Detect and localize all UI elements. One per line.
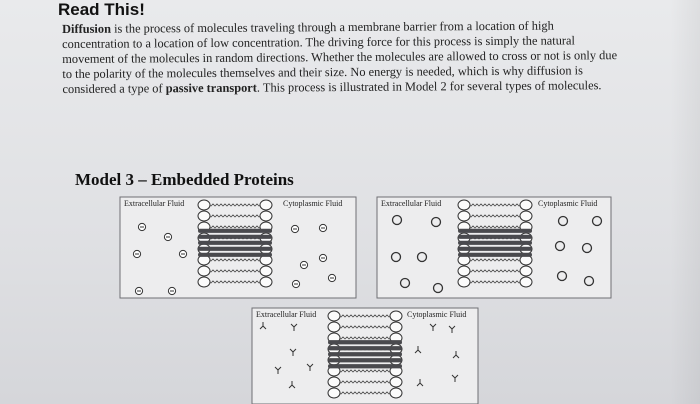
membrane-3-phosphate-head: [390, 322, 402, 332]
membrane-1-protein-band: [198, 241, 272, 245]
membrane-2-protein-band: [458, 253, 532, 257]
membrane-1-protein-band: [198, 235, 272, 239]
membrane-3-phosphate-head: [328, 377, 340, 387]
membrane-2-protein-band: [458, 247, 532, 251]
panel-2: [377, 197, 611, 298]
membrane-2-phosphate-head: [520, 266, 532, 276]
membrane-3-phosphate-head: [328, 388, 340, 398]
page-shadow: [670, 0, 700, 404]
membrane-3-protein-band: [328, 364, 402, 368]
membrane-1-phosphate-head: [198, 266, 210, 276]
panel-2-extracellular-label: Extracellular Fluid: [381, 199, 442, 208]
membrane-2-phosphate-head: [458, 211, 470, 221]
membrane-1-phosphate-head: [198, 211, 210, 221]
read-this-heading: Read This!: [58, 0, 145, 19]
term-diffusion: Diffusion: [62, 21, 111, 36]
panel-3-cytoplasmic-label: Cytoplasmic Fluid: [407, 310, 467, 319]
membrane-1-phosphate-head: [260, 211, 272, 221]
membrane-1-phosphate-head: [260, 266, 272, 276]
membrane-3-protein-band: [328, 346, 402, 350]
membrane-1-protein-band: [198, 229, 272, 233]
membrane-2-protein-band: [458, 235, 532, 239]
membrane-3-phosphate-head: [328, 322, 340, 332]
panel-3-extracellular-label: Extracellular Fluid: [256, 310, 317, 319]
panel-3: [252, 308, 478, 404]
membrane-3-protein-band: [328, 340, 402, 344]
membrane-3-phosphate-head: [328, 311, 340, 321]
membrane-2-phosphate-head: [458, 200, 470, 210]
membrane-3-phosphate-head: [390, 311, 402, 321]
membrane-2-phosphate-head: [458, 277, 470, 287]
membrane-1-protein-band: [198, 247, 272, 251]
term-passive-transport: passive transport: [165, 80, 257, 96]
panel-1: [120, 197, 356, 298]
membrane-3-protein-band: [328, 358, 402, 362]
panel-1-extracellular-label: Extracellular Fluid: [124, 199, 185, 208]
paragraph-text-2: . This process is illustrated in Model 2 for several types of molecules.: [256, 78, 602, 95]
membrane-2-phosphate-head: [520, 200, 532, 210]
membrane-2-protein-band: [458, 241, 532, 245]
membrane-3-phosphate-head: [390, 377, 402, 387]
membrane-2-phosphate-head: [458, 266, 470, 276]
membrane-1-phosphate-head: [260, 277, 272, 287]
panel-2-cytoplasmic-label: Cytoplasmic Fluid: [538, 199, 598, 208]
panel-1-cytoplasmic-label: Cytoplasmic Fluid: [283, 199, 343, 208]
membrane-2-phosphate-head: [520, 211, 532, 221]
paragraph-text-1: is the process of molecules traveling through a membrane barrier from a location of high concentration to a location of low concentration. The driving force for this process is simply the natural movement of the molecules in random directions. Whether the molecules are allowed to cross or not is only due to the polarity of the molecules themselves and their size. No energy is needed, which is why diffusion is considered a type of: [62, 18, 618, 96]
model-title: Model 3 – Embedded Proteins: [75, 170, 294, 189]
membrane-1-phosphate-head: [260, 200, 272, 210]
membrane-3-phosphate-head: [390, 388, 402, 398]
membrane-2-protein-band: [458, 229, 532, 233]
membrane-1-phosphate-head: [198, 200, 210, 210]
membrane-1-protein-band: [198, 253, 272, 257]
membrane-3-protein-band: [328, 352, 402, 356]
membrane-2-phosphate-head: [520, 277, 532, 287]
membrane-1-phosphate-head: [198, 277, 210, 287]
